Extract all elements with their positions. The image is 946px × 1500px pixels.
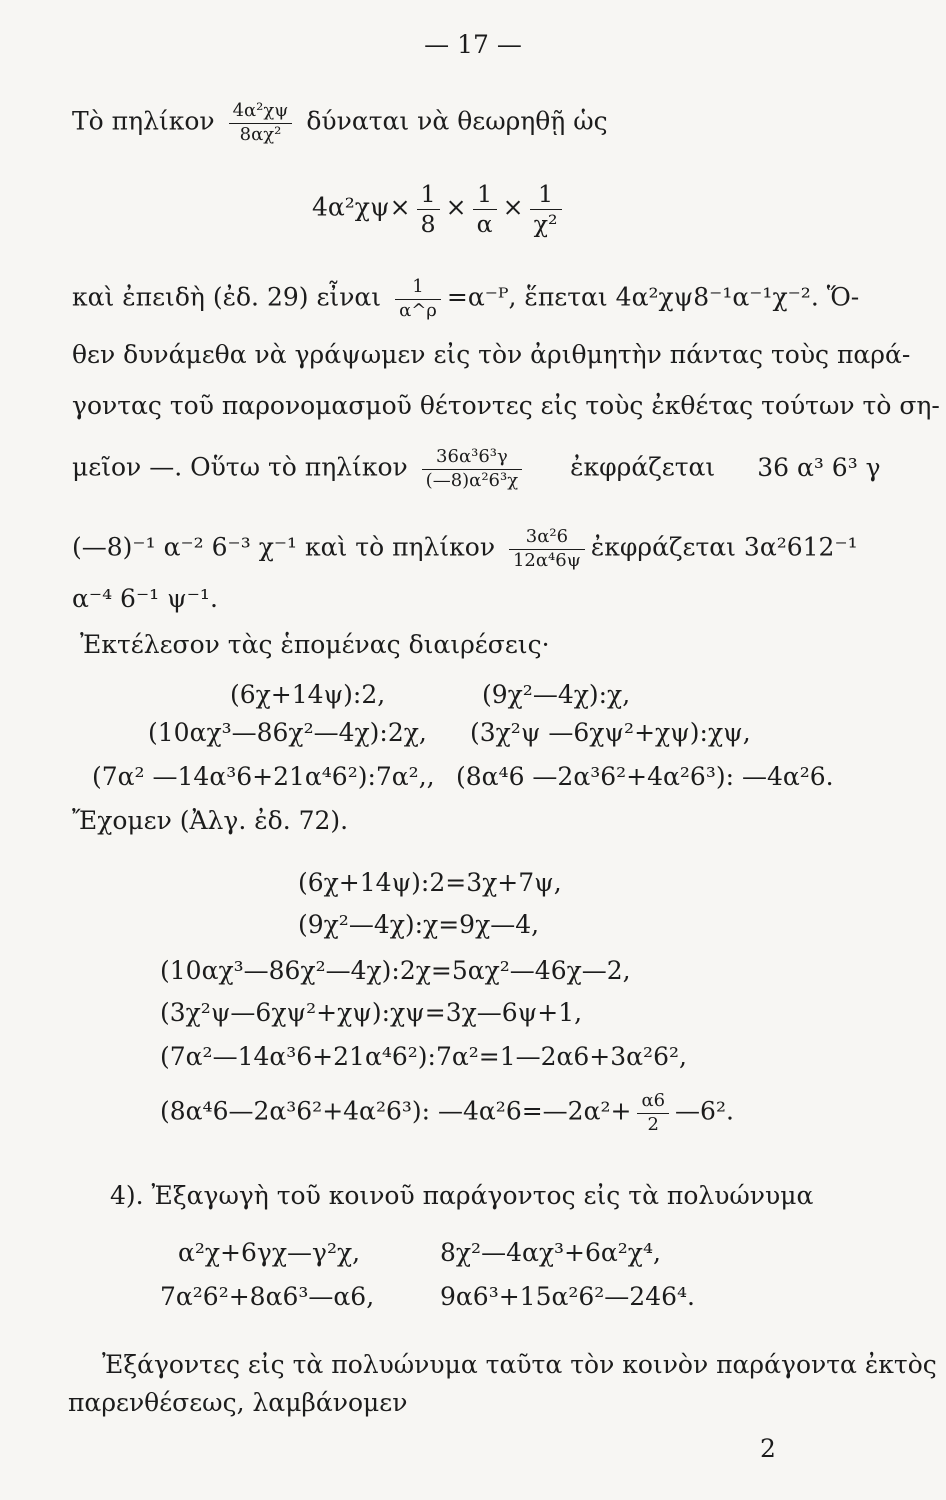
fraction-denominator: (—8)α²6³χ [425,469,519,491]
text-line-1 [72,100,608,146]
line7-lead: (—8)⁻¹ α⁻² 6⁻³ χ⁻¹ καὶ τὸ πηλίκον [72,532,496,562]
polynomial-2: 8χ²—4αχ³+6α²χ⁴, [440,1238,661,1267]
fraction-numerator: 36α³6³γ [422,446,522,470]
exercise-5: (7α² —14α³6+21α⁴6²):7α²,, [92,762,435,791]
polynomial-4: 9α6³+15α²6²—246⁴. [440,1282,695,1311]
line3-rest: =α⁻ᴾ, ἕπεται 4α²χψ8⁻¹α⁻¹χ⁻². Ὅ- [446,282,860,312]
line3-prefix: καὶ ἐπειδὴ (ἐδ. 29) εἶναι [72,282,382,312]
fraction-1-over-8 [417,180,440,238]
fraction-denominator: 8 [420,209,436,238]
fraction-1-over-alpha-rho [395,276,441,322]
text-final-1: Ἐξάγοντες εἰς τὰ πολυώνυμα ταῦτα τὸν κοινὸν παράγοντα ἐκτὸς [102,1350,937,1379]
result-3: (10αχ³—86χ²—4χ):2χ=5αχ²—46χ—2, [160,956,631,985]
text-line-4: θεν δυνάμεθα νὰ γράψωμεν εἰς τὸν ἀριθμητὴν πάντας τοὺς παρά- [72,340,911,369]
fraction-1 [229,100,293,146]
exercise-1: (6χ+14ψ):2, [230,680,386,709]
line1-suffix: δύναται νὰ θεωρηθῇ ὡς [306,106,608,136]
result-1: (6χ+14ψ):2=3χ+7ψ, [298,868,562,897]
section-4-heading: 4). Ἐξαγωγὴ τοῦ κοινοῦ παράγοντος εἰς τὰ πολυώνυμα [110,1181,814,1210]
result-2: (9χ²—4χ):χ=9χ—4, [298,910,540,939]
polynomial-3: 7α²6²+8α6³—α6, [160,1282,375,1311]
exercise-6: (8α⁴6 —2α³6²+4α²6³): —4α²6. [456,762,834,791]
fraction-denominator: 12α⁴6ψ [512,549,581,571]
result-6 [160,1090,734,1136]
exercise-intro: Ἐκτέλεσον τὰς ἑπομένας διαιρέσεις· [80,630,550,659]
line1-prefix: Τὸ πηλίκον [72,106,215,136]
line6-expression: 36 α³ 6³ γ [757,452,881,482]
times-sign: × [502,192,524,222]
line6-prefix: μεῖον —. Οὕτω τὸ πηλίκον [72,452,408,482]
fraction-3a2b-quotient [509,526,585,572]
fraction-denominator: χ² [533,209,558,238]
text-line-7 [72,526,858,572]
line2-lead: 4α²χψ× [312,192,411,222]
result-6-lead: (8α⁴6—2α³6²+4α²6³): —4α²6=—2α²+ [160,1096,632,1126]
line7-tail: ἐκφράζεται 3α²612⁻¹ [590,532,858,562]
fraction-denominator: α [476,209,493,238]
fraction-numerator: 3α²6 [509,526,585,550]
polynomial-1: α²χ+6γχ—γ²χ, [178,1238,361,1267]
expression-line-2 [312,180,568,238]
exercise-3: (10αχ³—86χ²—4χ):2χ, [148,718,427,747]
page-number: — 17 — [424,30,522,59]
fraction-numerator: 1 [395,276,441,300]
fraction-numerator: 1 [530,180,562,210]
fraction-1-over-chi-squared [530,180,562,238]
text-line-6 [72,446,881,492]
result-4: (3χ²ψ—6χψ²+χψ):χψ=3χ—6ψ+1, [160,998,583,1027]
exercise-2: (9χ²—4χ):χ, [482,680,631,709]
fraction-numerator: 1 [417,180,440,210]
fraction-1-numerator: 4α²χψ [229,100,293,124]
fraction-numerator: α6 [637,1090,669,1114]
fraction-1-denominator: 8αχ² [239,123,282,145]
fraction-ab-over-2 [637,1090,669,1136]
text-line-5: γοντας τοῦ παρονομασμοῦ θέτοντες εἰς τοὺς ἐκθέτας τούτων τὸ ση- [72,391,940,420]
fraction-numerator: 1 [473,180,497,210]
text-final-2: παρενθέσεως, λαμβάνομεν [68,1388,408,1417]
times-sign: × [445,192,467,222]
fraction-36-quotient [422,446,522,492]
result-5: (7α²—14α³6+21α⁴6²):7α²=1—2α6+3α²6², [160,1042,687,1071]
fraction-denominator: 2 [647,1113,659,1135]
signature-mark: 2 [760,1434,776,1463]
exercise-4: (3χ²ψ —6χψ²+χψ):χψ, [470,718,751,747]
result-6-tail: —6². [675,1096,734,1126]
text-line-3 [72,276,859,322]
fraction-denominator: α^ρ [399,299,437,321]
text-exomen: Ἔχομεν (Ἀλγ. ἐδ. 72). [72,806,349,835]
line6-mid: ἐκφράζεται [570,452,716,482]
fraction-1-over-alpha [473,180,497,238]
text-line-8: α⁻⁴ 6⁻¹ ψ⁻¹. [72,584,218,613]
